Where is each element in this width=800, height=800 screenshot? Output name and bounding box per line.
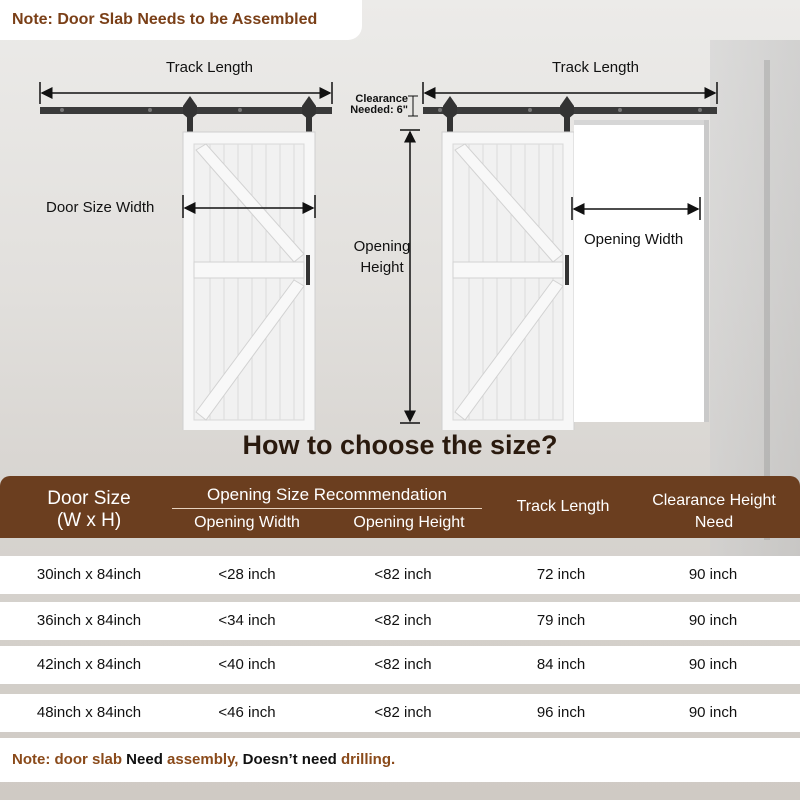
col-clearance-line1: Clearance Height [652,492,776,509]
bottom-note-part5: drilling. [341,751,396,768]
cell-opening-height: <82 inch [374,566,432,583]
door-size-width-label: Door Size Width [46,199,155,216]
clearance-label-line1: Clearance [355,93,408,105]
top-note-text: Note: Door Slab Needs to be Assembled [12,11,318,28]
cell-door-size: 42inch x 84inch [36,656,142,673]
cell-clearance: 90 inch [688,704,738,721]
cell-door-size: 30inch x 84inch [36,566,142,583]
cell-opening-width: <46 inch [218,704,276,721]
table-row [0,556,800,594]
clearance-label [344,94,408,116]
cell-opening-height: <82 inch [374,612,432,629]
top-note-banner [0,0,362,40]
left-track-length-label: Track Length [166,59,253,76]
left-barn-door [183,132,315,430]
col-door-size-header [14,488,164,532]
opening-width-label: Opening Width [584,231,684,248]
col-opening-width-header: Opening Width [194,514,300,531]
table-row [0,602,800,640]
table-row [0,694,800,732]
size-guide-heading: How to choose the size? [242,430,558,460]
clearance-dimension [408,96,418,116]
col-group-header: Opening Size Recommendation [206,485,448,504]
bottom-note-part2: Need [122,751,168,768]
clearance-label-line2: Needed: 6" [350,104,408,116]
bottom-note-part4: Doesn’t need [238,751,341,768]
col-door-size-line2: (W x H) [56,510,122,531]
opening-height-label [346,236,418,278]
cell-track-length: 72 inch [536,566,586,583]
col-door-size-line1: Door Size [47,488,131,509]
cell-track-length: 79 inch [536,612,586,629]
cell-opening-height: <82 inch [374,656,432,673]
col-clearance-header [636,490,792,534]
cell-door-size: 48inch x 84inch [36,704,142,721]
bottom-note [0,738,800,782]
bottom-note-part1: Note: door slab [12,751,123,768]
cell-opening-height: <82 inch [374,704,432,721]
col-group-divider [172,508,482,509]
opening-height-label-line1: Opening [353,238,411,255]
cell-opening-width: <34 inch [218,612,276,629]
right-track-length-label: Track Length [552,59,639,76]
left-track-length-dimension [40,82,332,104]
bottom-note-part3: assembly, [167,751,239,768]
col-track-length-header: Track Length [516,498,610,515]
col-opening-height-header: Opening Height [353,514,465,531]
table-header [0,476,800,538]
cell-track-length: 96 inch [536,704,586,721]
cell-clearance: 90 inch [688,656,738,673]
col-clearance-line2: Need [694,514,734,531]
cell-clearance: 90 inch [688,566,738,583]
table-row [0,646,800,684]
opening-height-label-line2: Height [360,259,404,276]
right-barn-door [442,132,574,430]
cell-clearance: 90 inch [688,612,738,629]
cell-opening-width: <40 inch [218,656,276,673]
cell-track-length: 84 inch [536,656,586,673]
cell-opening-width: <28 inch [218,566,276,583]
door-opening [574,120,709,422]
cell-door-size: 36inch x 84inch [36,612,142,629]
